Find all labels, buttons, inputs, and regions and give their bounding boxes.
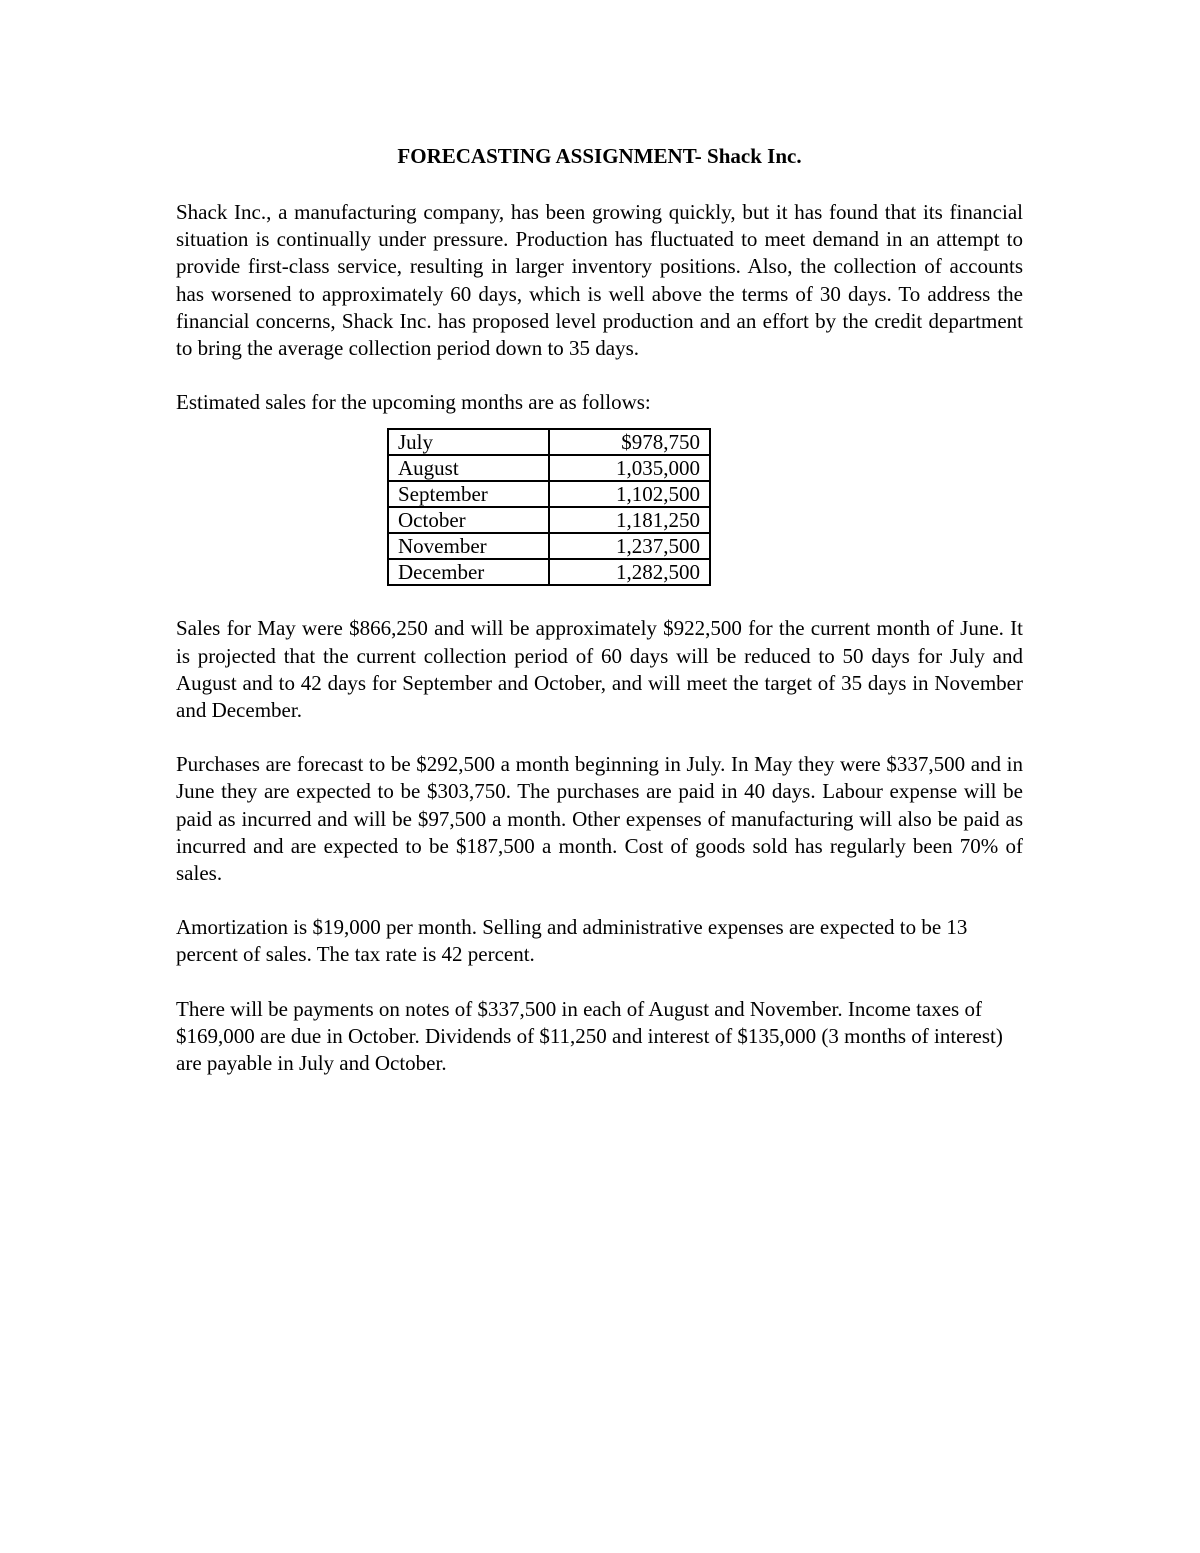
amount-cell: $978,750 — [549, 429, 710, 455]
month-cell: July — [388, 429, 549, 455]
table-row — [388, 533, 710, 559]
month-cell: September — [388, 481, 549, 507]
month-cell: October — [388, 507, 549, 533]
table-row — [388, 429, 710, 455]
table-row — [388, 481, 710, 507]
table-row — [388, 559, 710, 585]
document-title: FORECASTING ASSIGNMENT- Shack Inc. — [397, 144, 802, 168]
month-cell: August — [388, 455, 549, 481]
purchases-paragraph: Purchases are forecast to be $292,500 a month beginning in July. In May they were $337,500 and in June they are expected to be $303,750. The purchases are paid in 40 days. Labour expense will be paid as incurred and will be $97,500 a month. Other expenses of manufacturing will also be paid as incurred and are expected to be $187,500 a month. Cost of goods sold has regularly been 70% of sales. — [176, 752, 1023, 886]
amount-cell: 1,035,000 — [549, 455, 710, 481]
table-row — [388, 455, 710, 481]
amortization-paragraph: Amortization is $19,000 per month. Selling and administrative expenses are expected to be 13 percent of sales. The tax rate is 42 percent. — [176, 915, 968, 967]
month-cell: December — [388, 559, 549, 585]
amount-cell: 1,181,250 — [549, 507, 710, 533]
amount-cell: 1,237,500 — [549, 533, 710, 559]
sales-intro-paragraph: Estimated sales for the upcoming months are as follows: — [176, 390, 651, 415]
intro-paragraph: Shack Inc., a manufacturing company, has been growing quickly, but it has found that its financial situation is continually under pressure. Production has fluctuated to meet demand in an attempt to provide first-class service, resulting in larger inventory positions. Also, the collection of accounts has worsened to approximately 60 days, which is well above the terms of 30 days. To address the financial concerns, Shack Inc. has proposed level production and an effort by the credit department to bring the average collection period down to 35 days. — [176, 200, 1023, 361]
month-cell: November — [388, 533, 549, 559]
collections-paragraph: Sales for May were $866,250 and will be approximately $922,500 for the current month of June. It is projected that the current collection period of 60 days will be reduced to 50 days for July and August and to 42 days for September and October, and will meet the target of 35 days in November and December. — [176, 616, 1023, 723]
amount-cell: 1,102,500 — [549, 481, 710, 507]
table-row — [388, 507, 710, 533]
estimated-sales-table — [387, 428, 711, 586]
document-page — [176, 143, 1023, 1104]
amount-cell: 1,282,500 — [549, 559, 710, 585]
payments-paragraph: There will be payments on notes of $337,500 in each of August and November. Income taxes of $169,000 are due in October. Dividends of $11,250 and interest of $135,000 (3 months of interest) are payable in July and October. — [176, 996, 1003, 1076]
